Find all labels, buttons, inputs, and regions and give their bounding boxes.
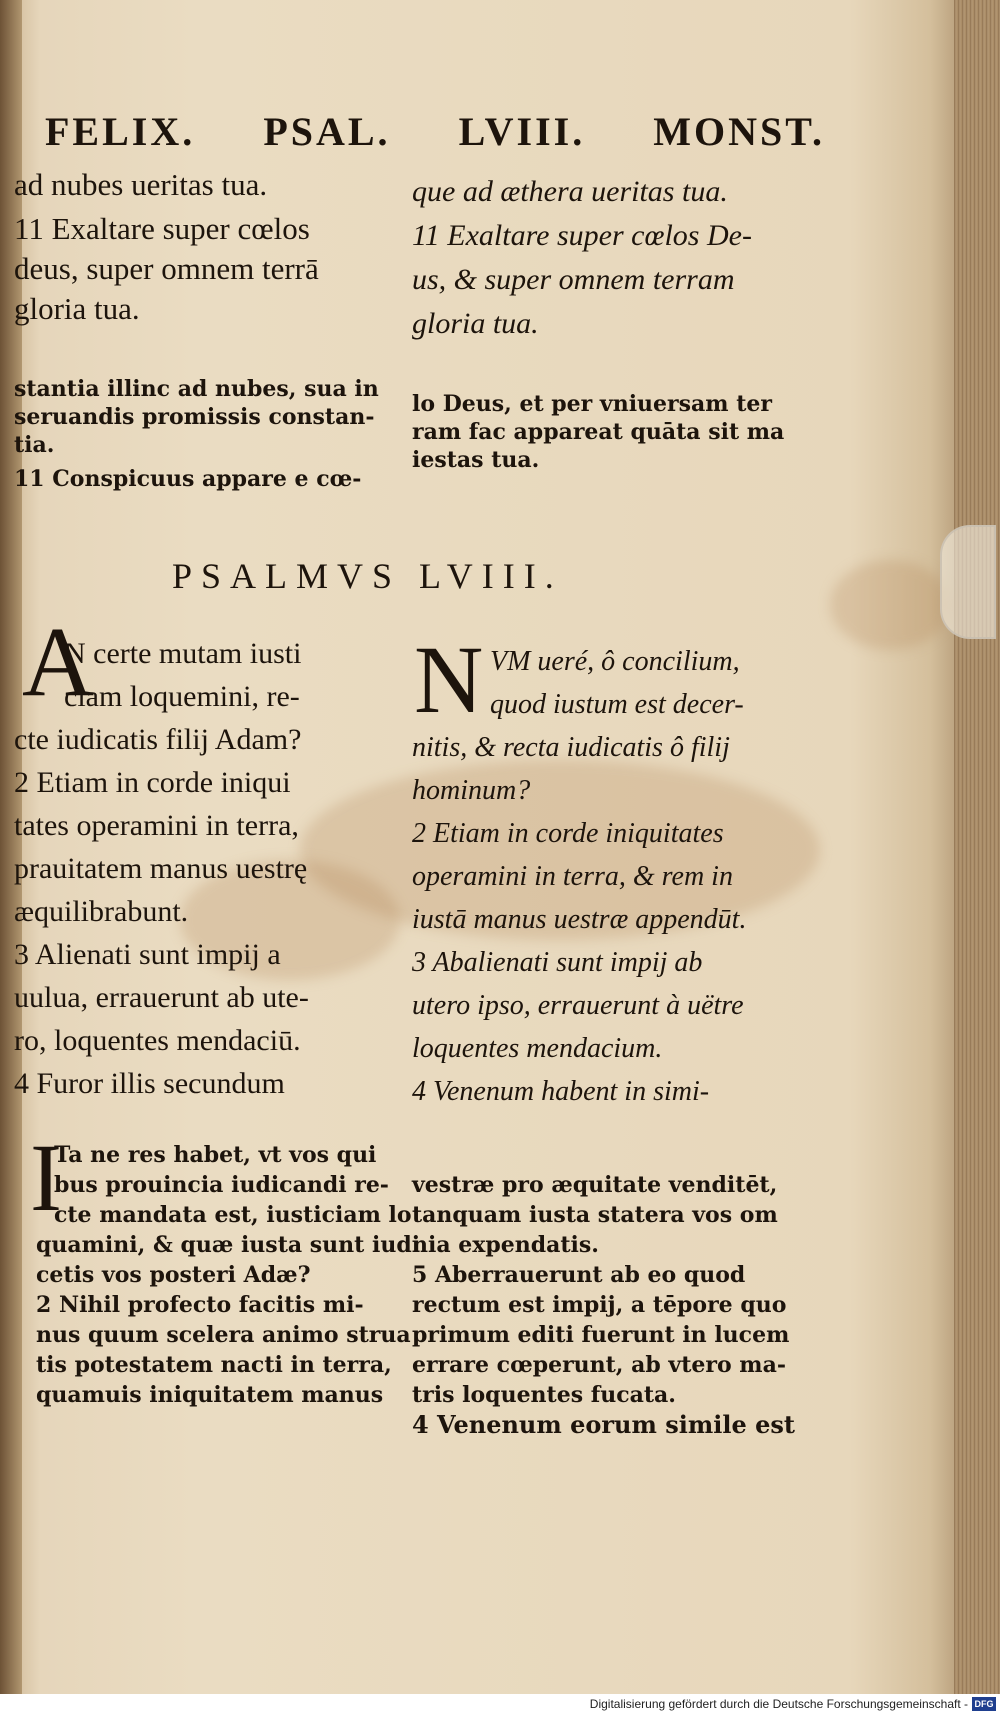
main-right-column xyxy=(412,640,832,1113)
text-line: VM ueré, ô concilium, xyxy=(490,646,740,677)
text-line: tates operamini in terra, xyxy=(14,809,299,842)
text-line: 4 Furor illis secundum xyxy=(14,1067,285,1100)
text-line: cetis vos posteri Adæ? xyxy=(36,1262,311,1288)
text-line: gloria tua. xyxy=(14,291,140,326)
text-line: 2 Etiam in corde iniqui xyxy=(14,766,291,799)
text-line: prauitatem manus uestrę xyxy=(14,852,308,885)
text-line: ram fac appareat quāta sit ma xyxy=(412,419,785,445)
main-left-column xyxy=(14,632,394,1105)
text-line: gloria tua. xyxy=(412,307,539,340)
text-line: tis potestatem nacti in terra, xyxy=(36,1352,392,1378)
bottom-right-gothic xyxy=(412,1170,832,1440)
running-header xyxy=(45,108,825,155)
text-line: rectum est impij, a tēpore quo xyxy=(412,1292,787,1318)
text-line: hominum? xyxy=(412,775,531,806)
text-line: ciam loquemini, re- xyxy=(64,680,300,713)
footer-credit: Digitalisierung gefördert durch die Deutsche Forschungsgemeinschaft - xyxy=(589,1697,968,1711)
header-mid: PSAL. xyxy=(263,109,391,154)
top-right-gothic xyxy=(412,390,832,474)
text-line: lo Deus, et per vniuersam ter xyxy=(412,391,772,417)
text-line: seruandis promissis constan- xyxy=(14,404,375,430)
header-num: LVIII. xyxy=(458,109,586,154)
page-edge xyxy=(954,0,1000,1715)
text-line: operamini in terra, & rem in xyxy=(412,861,733,892)
text-line: nitis, & recta iudicatis ô filij xyxy=(412,732,730,763)
drop-cap-a: A xyxy=(22,606,95,717)
text-line: 5 Aberrauerunt ab eo quod xyxy=(412,1262,746,1288)
page-tab-marker xyxy=(940,525,996,639)
text-line: iustā manus uestræ appendūt. xyxy=(412,904,747,935)
text-line: 11 Exaltare super cœlos xyxy=(14,211,310,246)
text-line: tris loquentes fucata. xyxy=(412,1382,676,1408)
text-line: æquilibrabunt. xyxy=(14,895,189,928)
water-stain xyxy=(830,560,950,650)
text-line: Ta ne res habet, vt vos qui xyxy=(54,1142,377,1168)
text-line: primum editi fuerunt in lucem xyxy=(412,1322,790,1348)
text-line: ro, loquentes mendaciū. xyxy=(14,1024,301,1057)
text-line: N certe mutam iusti xyxy=(64,637,302,670)
text-line: tanquam iusta statera vos om xyxy=(412,1202,778,1228)
text-line: tia. xyxy=(14,432,55,458)
text-line: bus prouincia iudicandi re- xyxy=(54,1172,389,1198)
top-left-roman xyxy=(14,165,394,329)
text-line: ad nubes ueritas tua. xyxy=(14,167,268,202)
top-right-italic xyxy=(412,170,832,346)
text-line: us, & super omnem terram xyxy=(412,263,735,296)
digitization-footer xyxy=(0,1694,1000,1715)
text-line: 4 Venenum habent in simi- xyxy=(412,1076,710,1107)
text-line: 2 Etiam in corde iniquitates xyxy=(412,818,724,849)
text-line: quamini, & quæ iusta sunt iudi xyxy=(36,1232,421,1258)
text-line: cte iudicatis filij Adam? xyxy=(14,723,302,756)
text-line: 3 Abalienati sunt impij ab xyxy=(412,947,703,978)
text-line: errare cœperunt, ab vtero ma- xyxy=(412,1352,786,1378)
text-line: nia expendatis. xyxy=(412,1232,599,1258)
psalm-title: PSALMVS LVIII. xyxy=(172,556,563,596)
text-line: nus quum scelera animo strua xyxy=(36,1322,411,1348)
text-line: stantia illinc ad nubes, sua in xyxy=(14,376,379,402)
bottom-left-gothic xyxy=(14,1140,421,1410)
text-line: loquentes mendacium. xyxy=(412,1033,663,1064)
text-line: utero ipso, errauerunt à uëtre xyxy=(412,990,744,1021)
header-right: MONST. xyxy=(653,109,825,154)
text-line: quod iustum est decer- xyxy=(490,689,744,720)
header-left: FELIX. xyxy=(45,109,196,154)
dfg-logo: DFG xyxy=(972,1697,996,1711)
text-line: 11 Exaltare super cœlos De- xyxy=(412,219,752,252)
text-line: 11 Conspicuus appare e cœ- xyxy=(14,466,362,492)
text-line: quamuis iniquitatem manus xyxy=(36,1382,384,1408)
text-line: cte mandata est, iusticiam lo xyxy=(54,1202,412,1228)
text-line: 4 Venenum eorum simile est xyxy=(412,1410,795,1439)
text-line: 3 Alienati sunt impij a xyxy=(14,938,281,971)
drop-cap-n: N xyxy=(414,626,484,733)
text-line: 2 Nihil profecto facitis mi- xyxy=(36,1292,364,1318)
text-line: iestas tua. xyxy=(412,447,540,473)
text-line: vestræ pro æquitate venditēt, xyxy=(412,1172,778,1198)
text-line: que ad æthera ueritas tua. xyxy=(412,175,728,208)
top-left-gothic xyxy=(14,375,394,493)
text-line: deus, super omnem terrā xyxy=(14,251,319,286)
text-line: uulua, errauerunt ab ute- xyxy=(14,981,309,1014)
drop-cap-i: I xyxy=(30,1124,62,1231)
